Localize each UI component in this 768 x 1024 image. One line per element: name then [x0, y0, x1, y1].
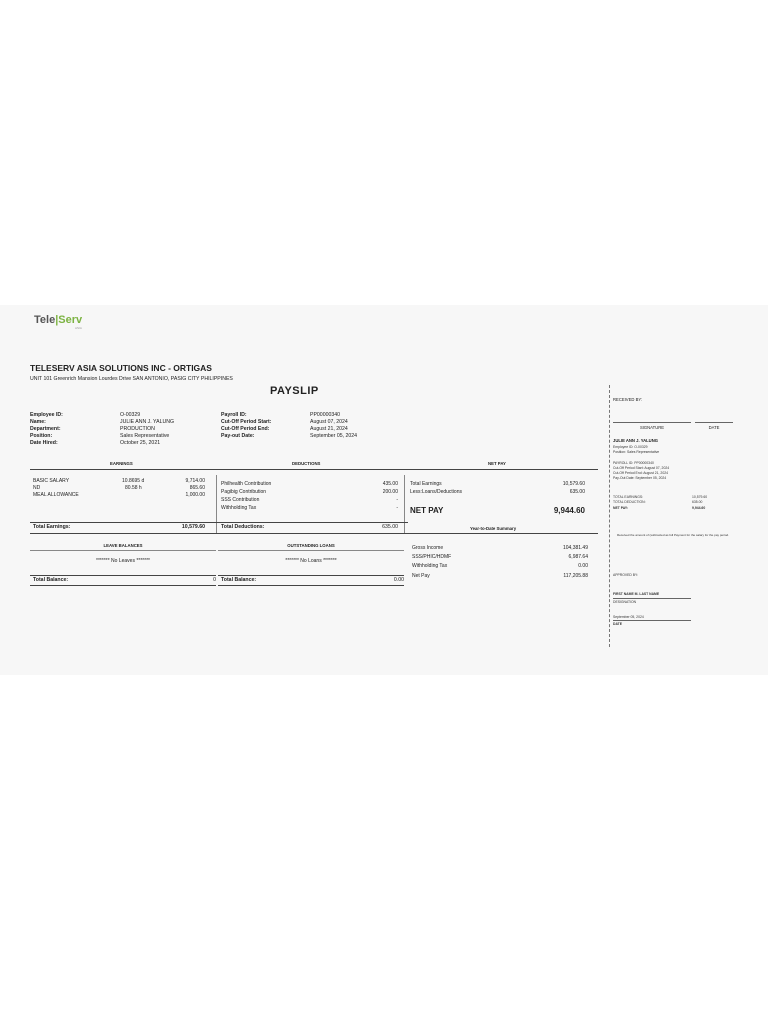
less-deductions-value: 635.00	[569, 489, 585, 495]
payroll-id-label: Payroll ID:	[221, 412, 247, 418]
name-value: JULIE ANN J. YALUNG	[120, 419, 175, 425]
stub-separator	[609, 385, 610, 647]
deductions-divider	[404, 475, 405, 533]
signature-caption: SIGNATURE	[639, 425, 665, 430]
earnings-divider	[216, 475, 217, 533]
loans-bottom-line	[218, 585, 404, 586]
logo-text-serv: Serv	[58, 314, 83, 326]
withholding-tax-label: Withholding Tax	[221, 505, 257, 511]
philhealth-label: Philhealth Contribution	[221, 481, 272, 487]
cutoff-start-label: Cut-Off Period Start:	[221, 419, 272, 425]
meal-allowance-label: MEAL ALLOWANCE	[33, 492, 79, 498]
stub-total-earnings-label: TOTAL EARNINGS:	[613, 495, 644, 499]
logo-subtext: ASIA	[75, 326, 82, 330]
approved-by-label: APPROVED BY:	[613, 573, 639, 577]
basic-salary-label: BASIC SALARY	[33, 478, 70, 484]
ytd-tax-label: Withholding Tax	[412, 563, 448, 569]
position-label: Position:	[30, 433, 53, 439]
department-value: PRODUCTION	[120, 426, 155, 432]
leave-total-line	[30, 575, 216, 576]
date-hired-label: Date Hired:	[30, 440, 58, 446]
meal-allowance-amount: 1,000.00	[185, 492, 205, 498]
leave-balances-header: LEAVE BALANCES	[103, 543, 143, 548]
cutoff-end-label: Cut-Off Period End:	[221, 426, 270, 432]
loans-total-line	[218, 575, 404, 576]
total-earnings-value: 10,579.60	[181, 524, 205, 530]
ytd-net-label: Net Pay	[412, 573, 430, 579]
signatory-line	[613, 598, 691, 599]
totals-bottom-line	[30, 533, 598, 534]
no-loans-text: ******* No Loans *******	[285, 558, 337, 564]
cutoff-start-value: August 07, 2024	[310, 419, 348, 425]
stub-designation: DESIGNATION	[613, 600, 637, 604]
payout-date-label: Pay-out Date:	[221, 433, 255, 439]
deductions-header: DEDUCTIONS	[292, 461, 321, 466]
total-earnings-label: Total Earnings:	[33, 524, 71, 530]
stub-cutoff-start: Cut-Off Period Start: August 07, 2024	[613, 466, 670, 470]
stub-total-deduction-label: TOTAL DEDUCTION:	[613, 500, 646, 504]
name-label: Name:	[30, 419, 46, 425]
stub-approved-date: September 05, 2024	[613, 615, 644, 619]
basic-salary-amount: 9,714.00	[185, 478, 205, 484]
ytd-sss-label: SSS/PHIC/HDMF	[412, 554, 452, 560]
department-label: Department:	[30, 426, 61, 432]
loans-total-value: 0.00	[393, 577, 404, 583]
stub-cutoff-end: Cut-Off Period End: August 21, 2024	[613, 471, 668, 475]
netpay-total-earnings-value: 10,579.60	[562, 481, 585, 487]
stub-signatory-name: FIRST NAME M. LAST NAME	[613, 592, 660, 596]
date-caption: DATE	[708, 425, 720, 430]
payout-date-value: September 05, 2024	[310, 433, 358, 439]
sss-label: SSS Contribution	[221, 497, 260, 503]
company-name: TELESERV ASIA SOLUTIONS INC - ORTIGAS	[30, 363, 212, 373]
leave-total-value: 0	[213, 577, 216, 583]
basic-salary-qty: 10.8695 d	[122, 478, 145, 484]
nd-amount: 865.60	[189, 485, 205, 491]
netpay-total-earnings-label: Total Earnings	[410, 481, 442, 487]
position-value: Sales Representative	[120, 433, 170, 439]
logo-text-tele: Tele	[34, 314, 56, 326]
net-pay-value: 9,944.60	[553, 506, 585, 515]
outstanding-loans-header: OUTSTANDING LOANS	[287, 543, 335, 548]
received-by-label: RECEIVED BY:	[613, 397, 643, 402]
pagibig-amount: 200.00	[382, 489, 398, 495]
company-address: UNIT 101 Greenrich Mansion Lourdes Drive SAN ANTONIO, PASIG CITY PHILIPPINES	[30, 376, 233, 382]
employee-id-value: O-00329	[120, 412, 141, 418]
ytd-net-value: 117,205.88	[563, 573, 588, 579]
stub-payroll-id: PAYROLL ID: PP00000340	[613, 461, 654, 465]
stub-position: Position: Sales Representative	[613, 450, 660, 454]
stub-net-pay-value: 9,944.60	[692, 506, 706, 510]
ytd-sss-value: 6,987.64	[568, 554, 588, 560]
withholding-tax-amount: -	[396, 505, 398, 511]
stub-date-label: DATE	[613, 622, 622, 626]
leave-total-label: Total Balance:	[33, 577, 69, 583]
teleserv-logo	[34, 314, 82, 326]
stub-payout-date: Pay-Out Date: September 05, 2024	[613, 476, 667, 480]
signature-line	[613, 422, 691, 423]
earnings-header: EARNINGS	[110, 461, 133, 466]
loans-header-line	[218, 550, 404, 551]
leave-header-line	[30, 550, 216, 551]
logo-separator: |	[55, 314, 59, 326]
section-header-line	[30, 469, 598, 470]
ytd-gross-value: 104,381.49	[562, 545, 588, 551]
ytd-gross-label: Gross Income	[412, 545, 444, 551]
stub-total-earnings-value: 10,579.60	[692, 495, 708, 499]
stub-total-deduction-value: 635.00	[692, 500, 703, 504]
payslip-title: PAYSLIP	[270, 385, 319, 397]
date-line	[695, 422, 733, 423]
payslip-document	[0, 305, 768, 675]
stub-net-pay-label: NET PAY:	[613, 506, 629, 510]
loans-total-label: Total Balance:	[221, 577, 257, 583]
leave-bottom-line	[30, 585, 216, 586]
net-pay-label: NET PAY	[410, 506, 444, 515]
nd-label: ND	[33, 485, 41, 491]
netpay-header: NET PAY	[488, 461, 506, 466]
no-leaves-text: ******* No Leaves *******	[96, 558, 150, 564]
cutoff-end-value: August 21, 2024	[310, 426, 348, 432]
date-hired-value: October 25, 2021	[120, 440, 161, 446]
employee-id-label: Employee ID:	[30, 412, 63, 418]
payroll-id-value: PP00000340	[310, 412, 341, 418]
total-deductions-value: 635.00	[382, 524, 398, 530]
less-deductions-label: Less:Loans/Deductions	[410, 489, 462, 495]
nd-qty: 80.58 h	[125, 485, 142, 491]
ytd-tax-value: 0.00	[578, 563, 588, 569]
pagibig-label: Pagibig Contribution	[221, 489, 267, 495]
philhealth-amount: 435.00	[382, 481, 398, 487]
stub-acknowledgement-note: Received the amount of (subtracted as full Payment for the salary for the pay period.	[616, 533, 730, 537]
stub-employee-name: JULIE ANN J. YALUNG	[613, 438, 658, 443]
totals-top-line	[30, 522, 408, 523]
stub-employee-id: Employee ID: O-00329	[613, 445, 648, 449]
total-deductions-label: Total Deductions:	[221, 524, 265, 530]
ytd-summary-header: Year-to-Date Summary	[470, 526, 517, 531]
approved-date-line	[613, 620, 691, 621]
sss-amount: -	[396, 497, 398, 503]
